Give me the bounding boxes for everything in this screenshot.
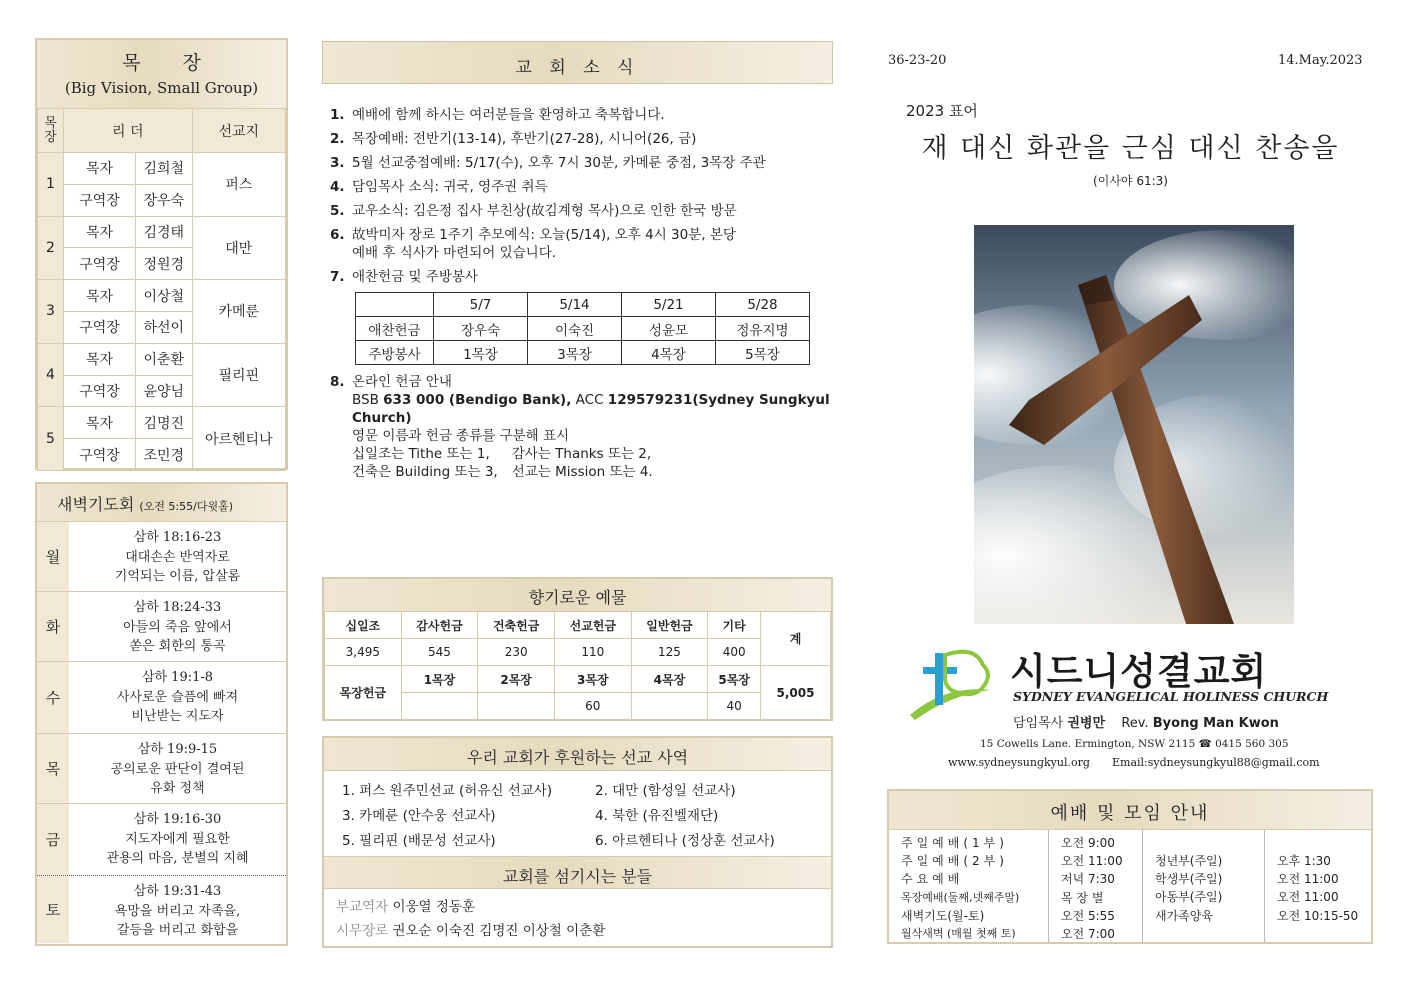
dawn-scripture: 삼하 19:31-43 bbox=[133, 884, 222, 899]
news-item-number: 7. bbox=[330, 269, 345, 285]
mok-offering-header: 4목장 bbox=[631, 666, 708, 693]
schedule-cell: 성윤모 bbox=[622, 317, 716, 341]
news-item bbox=[330, 202, 840, 220]
schedule-cell: 3목장 bbox=[528, 341, 622, 365]
servant-role: 시무장로 bbox=[336, 923, 389, 939]
mission-item: 3. 카메룬 (안수웅 선교사) bbox=[342, 808, 496, 824]
dawn-scripture: 삼하 18:16-23 bbox=[133, 530, 222, 545]
schedule-cell: 장우숙 bbox=[434, 317, 528, 341]
news-item bbox=[330, 226, 840, 262]
news-title: 교 회 소 식 bbox=[322, 41, 833, 84]
offering-header: 기타 bbox=[708, 612, 761, 639]
mokjang-subtitle: (Big Vision, Small Group) bbox=[64, 79, 259, 97]
sub-role: 구역장 bbox=[64, 439, 136, 471]
rev-label: Rev. bbox=[1121, 716, 1149, 731]
dawn-scripture: 삼하 18:24-33 bbox=[133, 600, 222, 615]
news-item-number: 2. bbox=[330, 131, 345, 147]
schedule-date: 5/7 bbox=[434, 293, 528, 317]
dawn-title-text: 새벽기도회 bbox=[57, 495, 135, 514]
leader-role: 목자 bbox=[64, 343, 136, 375]
offering-header: 건축헌금 bbox=[478, 612, 555, 639]
dawn-line2: 쏟은 회한의 통곡 bbox=[129, 639, 226, 654]
phone-icon: ☎ bbox=[1198, 738, 1212, 750]
dawn-day-row bbox=[37, 521, 286, 591]
offering-value-row bbox=[325, 639, 831, 666]
worship-name: 새벽기도(월-토) bbox=[901, 908, 985, 923]
phone-number: 0415 560 305 bbox=[1215, 738, 1289, 750]
mok-offering-value-row bbox=[325, 693, 831, 720]
worship-name: 새가족양육 bbox=[1155, 908, 1213, 923]
servant-names: 이웅열 정동훈 bbox=[392, 899, 476, 915]
schedule-date: 5/21 bbox=[622, 293, 716, 317]
mokjang-row bbox=[38, 407, 286, 439]
news-item-body bbox=[352, 154, 840, 172]
bsb-label: BSB bbox=[352, 392, 384, 408]
dawn-line2: 갈등을 버리고 화합을 bbox=[116, 923, 239, 938]
dawn-day-label: 목 bbox=[37, 734, 69, 803]
leader-name: 이상철 bbox=[136, 280, 193, 312]
servant-names: 권오순 이숙진 김명진 이상철 이춘환 bbox=[392, 923, 606, 939]
offering-value: 400 bbox=[708, 639, 761, 666]
dawn-day-row bbox=[37, 661, 286, 733]
servant-row bbox=[336, 895, 831, 919]
cross-photo bbox=[974, 225, 1294, 624]
schedule-cell: 정유지명 bbox=[716, 317, 810, 341]
church-logo bbox=[905, 645, 995, 725]
news-item-text: 애찬헌금 및 주방봉사 bbox=[352, 269, 478, 285]
pastor-label: 담임목사 bbox=[1013, 716, 1064, 731]
dawn-day-content bbox=[69, 522, 286, 591]
mission-field: 아르헨티나 bbox=[192, 407, 285, 471]
tithe-note: 십일조는 Tithe 또는 1, bbox=[352, 446, 490, 462]
dawn-day-label: 수 bbox=[37, 662, 69, 733]
news-item-text2: 예배 후 식사가 마련되어 있습니다. bbox=[352, 245, 557, 261]
dawn-day-label: 금 bbox=[37, 804, 69, 875]
mokjang-row bbox=[38, 343, 286, 375]
motto-year: 2023 표어 bbox=[906, 102, 978, 120]
schedule-table bbox=[355, 292, 810, 365]
mokjang-number: 1 bbox=[38, 153, 64, 217]
news-item-number: 5. bbox=[330, 203, 345, 219]
offering-header: 선교헌금 bbox=[554, 612, 631, 639]
sub-name: 정원경 bbox=[136, 248, 193, 280]
dawn-line1: 지도자에게 필요한 bbox=[125, 831, 230, 847]
schedule-date: 5/14 bbox=[528, 293, 622, 317]
sub-name: 하선이 bbox=[136, 311, 193, 343]
worship-time: 오전 11:00 bbox=[1277, 890, 1339, 905]
worship-name: 주일예배(1부) bbox=[901, 836, 1008, 850]
offering-value: 545 bbox=[401, 639, 478, 666]
online-line4 bbox=[352, 463, 840, 481]
dawn-scripture: 삼하 19:9-15 bbox=[137, 742, 218, 757]
dawn-day-content bbox=[69, 734, 286, 803]
dawn-scripture: 삼하 19:16-30 bbox=[133, 812, 222, 827]
col-header-leader: 리 더 bbox=[64, 109, 193, 153]
leader-role: 목자 bbox=[64, 407, 136, 439]
schedule-cell: 이숙진 bbox=[528, 317, 622, 341]
dawn-line2: 기억되는 이름, 압살롬 bbox=[114, 569, 241, 584]
dawn-line2: 관용의 마음, 분별의 지혜 bbox=[106, 851, 249, 866]
offering-header-row bbox=[325, 612, 831, 639]
online-account bbox=[352, 391, 840, 427]
worship-name: 월삭새벽 (매월 첫째 토) bbox=[901, 927, 1016, 941]
dawn-prayer-panel bbox=[35, 482, 288, 946]
worship-time: 목 장 별 bbox=[1061, 890, 1104, 905]
pastor-line bbox=[1013, 712, 1279, 731]
bulletin-date: 14.May.2023 bbox=[1278, 53, 1363, 68]
dawn-day-row bbox=[37, 733, 286, 803]
mokjang-row bbox=[38, 280, 286, 312]
schedule-header bbox=[356, 293, 810, 317]
mission-panel bbox=[322, 736, 833, 948]
pastor-name: 권병만 bbox=[1067, 716, 1106, 731]
schedule-corner bbox=[356, 293, 434, 317]
church-name: 시드니성결교회 bbox=[1010, 650, 1268, 693]
acc-value: 129579231(Sydney Sungkyul Church) bbox=[352, 392, 830, 426]
leader-name: 김명진 bbox=[136, 407, 193, 439]
dawn-day-row bbox=[37, 591, 286, 661]
schedule-cell: 4목장 bbox=[622, 341, 716, 365]
offering-header: 일반헌금 bbox=[631, 612, 708, 639]
online-line2: 영문 이름과 헌금 종류를 구분해 표시 bbox=[352, 428, 570, 444]
dawn-day-row bbox=[37, 803, 286, 875]
leader-role: 목자 bbox=[64, 216, 136, 248]
mission-item: 5. 필리핀 (배문성 선교사) bbox=[342, 833, 496, 849]
dawn-day-label: 화 bbox=[37, 592, 69, 661]
schedule-cell: 5목장 bbox=[716, 341, 810, 365]
mokjang-table bbox=[37, 108, 286, 471]
schedule-row-label: 애찬헌금 bbox=[356, 317, 434, 341]
dawn-line2: 유화 정책 bbox=[150, 781, 205, 796]
worship-name: 목장예배(둘째,넷째주말) bbox=[901, 890, 1020, 904]
news-item-text: 故박미자 장로 1주기 추모예식: 오늘(5/14), 오후 4시 30분, 본당 bbox=[352, 227, 736, 243]
dawn-line1: 공의로운 판단이 결여된 bbox=[110, 761, 245, 777]
mokjang-title-block bbox=[37, 40, 286, 108]
dawn-line1: 아들의 죽음 앞에서 bbox=[123, 619, 232, 635]
mok-offering-header: 2목장 bbox=[478, 666, 555, 693]
servant-row bbox=[336, 919, 831, 943]
offering-table bbox=[324, 611, 831, 720]
online-title: 온라인 헌금 안내 bbox=[352, 374, 452, 390]
acc-label: ACC bbox=[571, 392, 608, 408]
offering-value: 230 bbox=[478, 639, 555, 666]
schedule-row bbox=[356, 317, 810, 341]
mission-item: 4. 북한 (유진벨재단) bbox=[595, 808, 719, 824]
leader-name: 김경태 bbox=[136, 216, 193, 248]
dawn-day-row bbox=[37, 875, 286, 943]
news-item-body bbox=[352, 106, 840, 124]
offering-title: 향기로운 예물 bbox=[324, 579, 831, 611]
schedule-cell: 1목장 bbox=[434, 341, 528, 365]
dawn-line1: 사사로운 슬픔에 빠져 bbox=[116, 689, 239, 705]
sub-role: 구역장 bbox=[64, 248, 136, 280]
church-website[interactable]: www.sydneysungkyul.org bbox=[948, 756, 1090, 769]
mok-offering-value: 60 bbox=[554, 693, 631, 720]
sub-name: 윤양님 bbox=[136, 375, 193, 407]
news-item-text: 5월 선교중점예배: 5/17(수), 오후 7시 30분, 카메룬 중점, 3목장 주관 bbox=[352, 155, 766, 171]
church-email[interactable]: Email:sydneysungkyul88@gmail.com bbox=[1112, 756, 1320, 769]
news-item bbox=[330, 130, 840, 148]
offering-header: 감사헌금 bbox=[401, 612, 478, 639]
worship-name: 학생부(주일) bbox=[1155, 872, 1223, 887]
motto: 재 대신 화관을 근심 대신 찬송을 bbox=[921, 133, 1340, 164]
rev-name: Byong Man Kwon bbox=[1152, 716, 1279, 731]
mok-offering-value bbox=[478, 693, 555, 720]
worship-time: 오전 9:00 bbox=[1061, 836, 1115, 850]
mok-offering-value bbox=[631, 693, 708, 720]
dawn-line1: 대대손손 반역자로 bbox=[125, 549, 230, 565]
worship-name: 수요예배 bbox=[901, 872, 964, 887]
sub-role: 구역장 bbox=[64, 375, 136, 407]
mission-field: 카메룬 bbox=[192, 280, 285, 344]
news-item-body bbox=[352, 178, 840, 196]
mission-item: 1. 퍼스 원주민선교 (허유신 선교사) bbox=[342, 783, 553, 799]
mokjang-number: 3 bbox=[38, 280, 64, 344]
news-item-text: 예배에 함께 하시는 여러분들을 환영하고 축복합니다. bbox=[352, 107, 665, 123]
news-item-number: 4. bbox=[330, 179, 345, 195]
worship-time: 오전 11:00 bbox=[1277, 872, 1339, 887]
worship-time: 저녁 7:30 bbox=[1061, 872, 1115, 887]
col-header-field: 선교지 bbox=[192, 109, 285, 153]
thanks-note: 감사는 Thanks 또는 2, bbox=[511, 446, 652, 462]
dawn-day-content bbox=[69, 592, 286, 661]
dawn-day-label: 월 bbox=[37, 522, 69, 591]
mokjang-panel bbox=[35, 38, 288, 470]
mission-field: 퍼스 bbox=[192, 153, 285, 217]
worship-left-times bbox=[1049, 830, 1143, 942]
news-item-text: 교우소식: 김은정 집사 부친상(故김계형 목사)으로 인한 한국 방문 bbox=[352, 203, 737, 219]
leader-name: 김희철 bbox=[136, 153, 193, 185]
schedule-row-label: 주방봉사 bbox=[356, 341, 434, 365]
mok-offering-value bbox=[401, 693, 478, 720]
worship-name: 청년부(주일) bbox=[1155, 854, 1223, 868]
offering-total-label: 계 bbox=[761, 612, 831, 666]
news-item-text: 담임목사 소식: 귀국, 영주권 취득 bbox=[352, 179, 548, 195]
news-item-number: 1. bbox=[330, 107, 345, 123]
worship-time: 오전 7:00 bbox=[1061, 927, 1115, 942]
news-item-number: 6. bbox=[330, 227, 345, 243]
news-item bbox=[330, 268, 840, 286]
dawn-line2: 비난받는 지도자 bbox=[131, 709, 224, 724]
news-item-body bbox=[352, 130, 840, 148]
servant-role: 부교역자 bbox=[336, 899, 389, 915]
dawn-day-content bbox=[69, 876, 286, 943]
news-item-body bbox=[352, 202, 840, 220]
offering-value: 110 bbox=[554, 639, 631, 666]
cross-image bbox=[974, 225, 1294, 624]
news-item bbox=[330, 154, 840, 172]
address-text: 15 Cowells Lane. Ermington, NSW 2115 bbox=[980, 738, 1196, 750]
mok-offering-label: 목장헌금 bbox=[325, 666, 402, 720]
schedule-row bbox=[356, 341, 810, 365]
offering-total: 5,005 bbox=[761, 666, 831, 720]
leader-role: 목자 bbox=[64, 280, 136, 312]
news-item-body bbox=[352, 268, 840, 286]
dawn-day-content bbox=[69, 662, 286, 733]
mokjang-row bbox=[38, 216, 286, 248]
mok-offering-header: 5목장 bbox=[708, 666, 761, 693]
mokjang-number: 2 bbox=[38, 216, 64, 280]
worship-title: 예배 및 모임 안내 bbox=[889, 791, 1371, 830]
church-address bbox=[980, 738, 1289, 750]
mission-item: 2. 대만 (함성일 선교사) bbox=[595, 783, 736, 799]
dawn-line1: 욕망을 버리고 자족을, bbox=[114, 903, 241, 919]
leader-name: 이춘환 bbox=[136, 343, 193, 375]
offering-panel bbox=[322, 577, 833, 721]
bsb-value: 633 000 (Bendigo Bank), bbox=[383, 392, 572, 408]
news-item-body bbox=[352, 226, 840, 262]
news-list bbox=[330, 106, 840, 487]
worship-left-names bbox=[889, 830, 1049, 942]
bulletin-ref: 36-23-20 bbox=[888, 53, 947, 68]
worship-name: 아동부(주일) bbox=[1155, 890, 1223, 905]
mokjang-number: 5 bbox=[38, 407, 64, 471]
worship-right-times bbox=[1265, 830, 1371, 942]
church-english-name: SYDNEY EVANGELICAL HOLINESS CHURCH bbox=[1013, 689, 1329, 704]
logo-icon bbox=[905, 645, 995, 725]
news-item-number: 8. bbox=[330, 374, 345, 390]
mok-offering-header: 3목장 bbox=[554, 666, 631, 693]
mission-field: 필리핀 bbox=[192, 343, 285, 407]
worship-panel bbox=[887, 789, 1373, 944]
dawn-time: (오전 5:55/다윗홀) bbox=[139, 500, 233, 513]
mok-offering-header-row bbox=[325, 666, 831, 693]
worship-time: 오전 10:15-50 bbox=[1277, 908, 1359, 923]
dawn-title bbox=[37, 484, 286, 521]
offering-header: 십일조 bbox=[325, 612, 402, 639]
mokjang-number: 4 bbox=[38, 343, 64, 407]
worship-time: 오전 11:00 bbox=[1061, 854, 1123, 869]
mission-title: 우리 교회가 후원하는 선교 사역 bbox=[324, 738, 831, 771]
dawn-day-label: 토 bbox=[37, 876, 69, 943]
dawn-day-content bbox=[69, 804, 286, 875]
worship-time: 오후 1:30 bbox=[1277, 854, 1331, 868]
mission-item: 6. 아르헨티나 (정상훈 선교사) bbox=[595, 833, 775, 849]
servants-title: 교회를 섬기시는 분들 bbox=[324, 856, 831, 889]
sub-name: 장우숙 bbox=[136, 184, 193, 216]
news-item-text: 목장예배: 전반기(13-14), 후반기(27-28), 시니어(26, 금) bbox=[352, 131, 697, 147]
online-line3 bbox=[352, 445, 840, 463]
building-note: 건축은 Building 또는 3, bbox=[352, 464, 498, 480]
schedule-date: 5/28 bbox=[716, 293, 810, 317]
news-item bbox=[330, 178, 840, 196]
mok-offering-value: 40 bbox=[708, 693, 761, 720]
worship-right-names bbox=[1143, 830, 1265, 942]
leader-role: 목자 bbox=[64, 153, 136, 185]
mok-offering-header: 1목장 bbox=[401, 666, 478, 693]
mokjang-row bbox=[38, 153, 286, 185]
online-offering bbox=[330, 373, 840, 481]
sub-role: 구역장 bbox=[64, 184, 136, 216]
mokjang-title: 목 장 bbox=[122, 52, 219, 74]
offering-value: 3,495 bbox=[325, 639, 402, 666]
col-header-mokjang: 목장 bbox=[38, 109, 64, 153]
worship-time: 오전 5:55 bbox=[1061, 908, 1115, 923]
worship-name: 주일예배(2부) bbox=[901, 854, 1008, 869]
mission-field: 대만 bbox=[192, 216, 285, 280]
mission-note: 선교는 Mission 또는 4. bbox=[511, 464, 653, 480]
news-item-number: 3. bbox=[330, 155, 345, 171]
sub-name: 조민경 bbox=[136, 439, 193, 471]
news-item bbox=[330, 106, 840, 124]
motto-verse: (이사야 61:3) bbox=[1093, 174, 1168, 188]
offering-value: 125 bbox=[631, 639, 708, 666]
sub-role: 구역장 bbox=[64, 311, 136, 343]
dawn-scripture: 삼하 19:1-8 bbox=[141, 670, 214, 685]
